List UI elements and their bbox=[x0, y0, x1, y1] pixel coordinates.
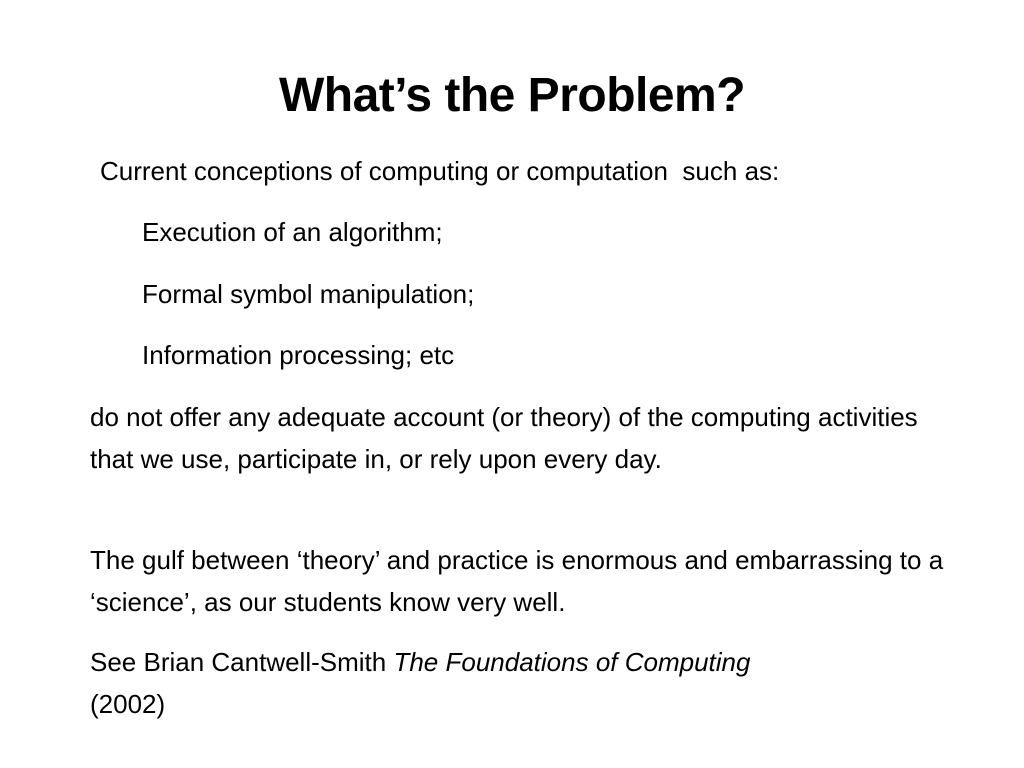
list-item-symbol-manipulation: Formal symbol manipulation; bbox=[142, 279, 475, 309]
reference-year: (2002) bbox=[90, 689, 166, 719]
list-item-information-processing: Information processing; etc bbox=[142, 340, 455, 370]
reference-paragraph bbox=[90, 641, 950, 725]
intro-line: Current conceptions of computing or computation such as: bbox=[100, 156, 780, 186]
list-item-algorithm: Execution of an algorithm; bbox=[142, 217, 443, 247]
reference-prefix: See Brian Cantwell-Smith bbox=[90, 647, 394, 677]
paragraph-theory-practice-gulf: The gulf between ‘theory’ and practice is enormous and embarrassing to a ‘science’, as our students know very well. bbox=[90, 545, 944, 617]
paragraph-no-adequate-account: do not offer any adequate account (or theory) of the computing activities that we use, participate in, or rely upon every day. bbox=[90, 402, 918, 474]
slide-title: What’s the Problem? bbox=[278, 69, 746, 122]
reference-book-title: The Foundations of Computing bbox=[393, 647, 751, 677]
